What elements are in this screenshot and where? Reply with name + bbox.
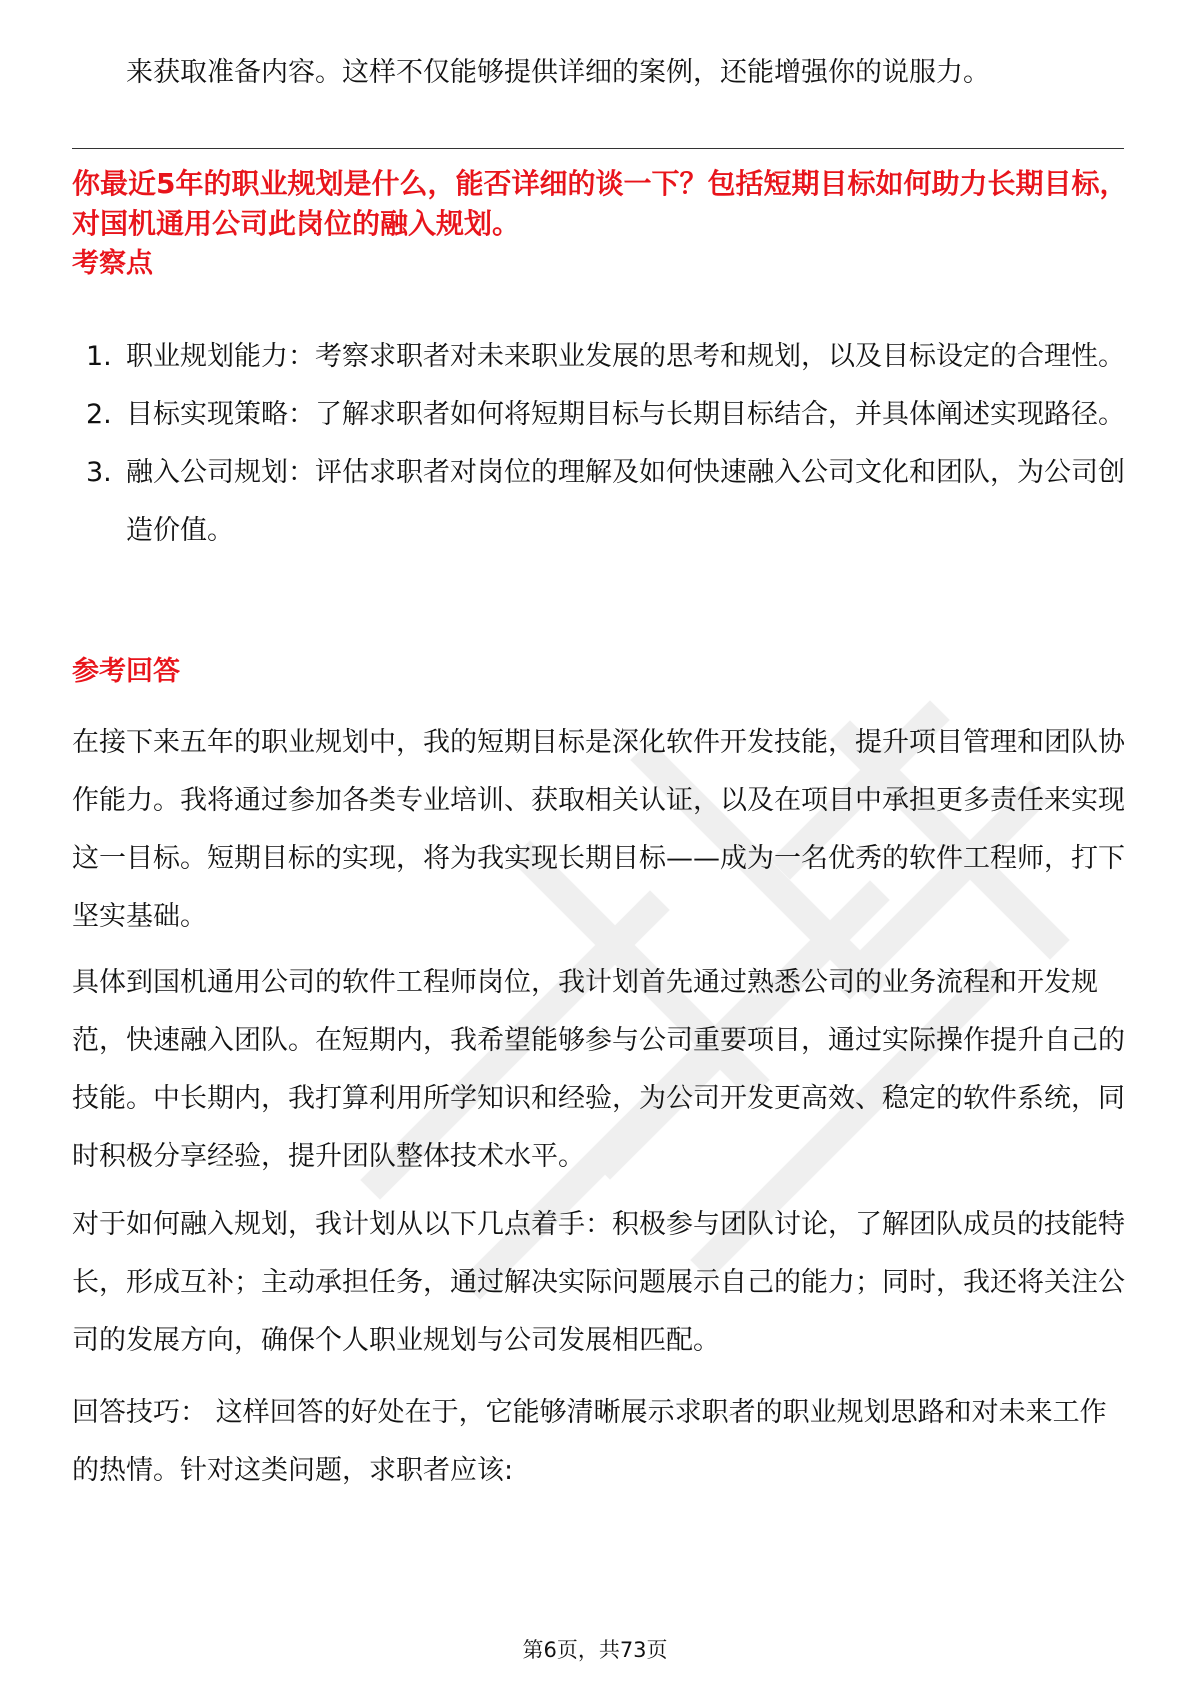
list-item [72,328,1132,386]
list-item-text: 目标实现策略：了解求职者如何将短期目标与长期目标结合，并具体阐述实现路径。 [126,399,1125,430]
list-item-number: 3. [86,457,112,488]
answer-tips-paragraph: 回答技巧： 这样回答的好处在于，它能够清晰展示求职者的职业规划思路和对未来工作的热情。针对这类问题，求职者应该: [72,1397,1107,1486]
list-item [72,386,1132,444]
answer-paragraph: 对于如何融入规划，我计划从以下几点着手：积极参与团队讨论，了解团队成员的技能特长，形成互补；主动承担任务，通过解决实际问题展示自己的能力；同时，我还将关注公司的发展方向，确保个人职业规划与公司发展相匹配。 [72,1209,1125,1356]
interview-question: 你最近5年的职业规划是什么，能否详细的谈一下？包括短期目标如何助力长期目标，对国机通用公司此岗位的融入规划。 [72,167,1128,240]
list-item-number: 2. [86,399,112,430]
exam-points-heading: 考察点 [72,248,153,279]
exam-points-list [72,328,1132,560]
page-number-footer: 第6页，共73页 [522,1638,668,1662]
section-divider [72,148,1124,149]
list-item [72,444,1132,560]
list-item-text: 融入公司规划：评估求职者对岗位的理解及如何快速融入公司文化和团队，为公司创造价值。 [126,457,1125,546]
answer-paragraph: 在接下来五年的职业规划中，我的短期目标是深化软件开发技能，提升项目管理和团队协作能力。我将通过参加各类专业培训、获取相关认证，以及在项目中承担更多责任来实现这一目标。短期目标的实现，将为我实现长期目标——成为一名优秀的软件工程师，打下坚实基础。 [72,727,1125,932]
continuation-text: 来获取准备内容。这样不仅能够提供详细的案例，还能增强你的说服力。 [126,57,990,88]
list-item-text: 职业规划能力：考察求职者对未来职业发展的思考和规划，以及目标设定的合理性。 [126,341,1125,372]
list-item-number: 1. [86,341,112,372]
reference-answer-heading: 参考回答 [72,656,180,687]
answer-paragraph: 具体到国机通用公司的软件工程师岗位，我计划首先通过熟悉公司的业务流程和开发规范，快速融入团队。在短期内，我希望能够参与公司重要项目，通过实际操作提升自己的技能。中长期内，我打算利用所学知识和经验，为公司开发更高效、稳定的软件系统，同时积极分享经验，提升团队整体技术水平。 [72,967,1125,1172]
